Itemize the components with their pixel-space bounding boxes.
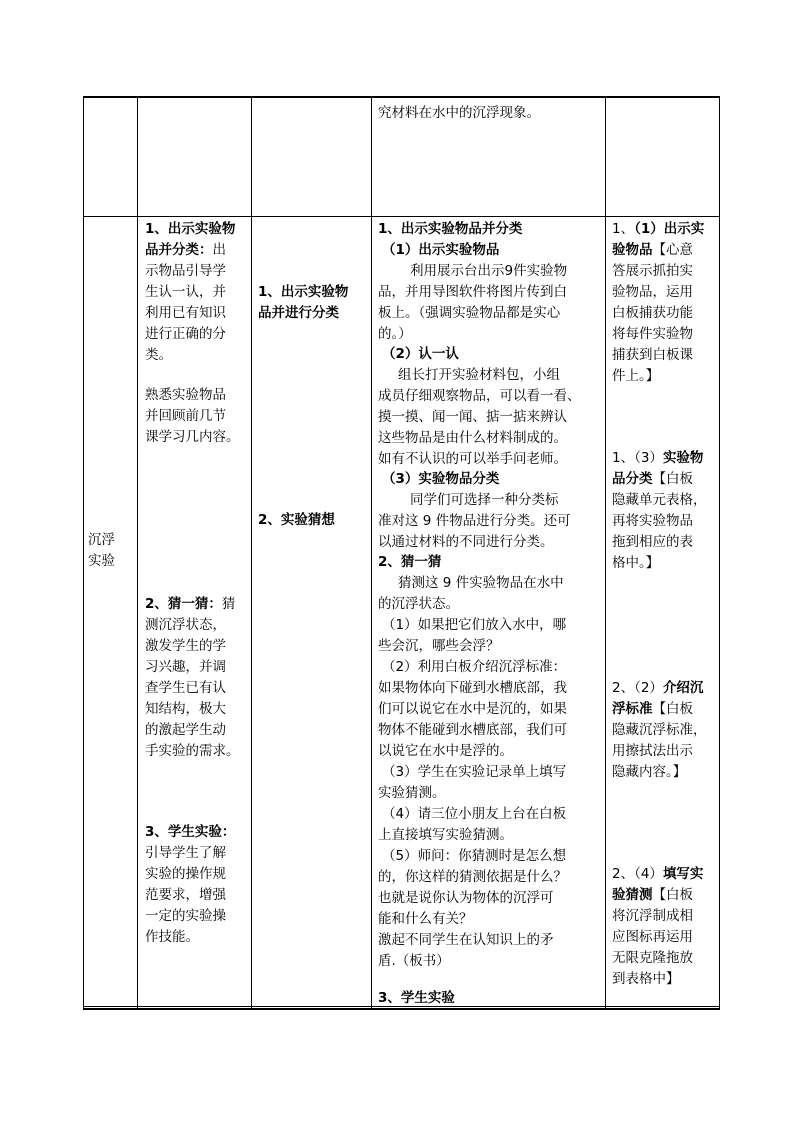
col4-heading-2: 2、猜一猜 — [378, 554, 442, 570]
col4-subheading-1: （1）出示实验物品 — [382, 242, 500, 258]
col2-p1-line — [145, 240, 226, 261]
col3-item2: 2、实验猜想 — [258, 512, 335, 528]
col2-p3-line: 的激起学生动 — [145, 722, 226, 738]
col4-text: 也就是说你认为物体的沉浮可 — [378, 890, 554, 906]
col4-heading-3: 3、学生实验 — [378, 990, 455, 1006]
col2-p4-line: 一定的实验操 — [145, 908, 226, 924]
col4-text: 些会沉，哪些会浮？ — [378, 638, 500, 654]
section-label-line2: 实验 — [88, 553, 115, 569]
col5-note2-line: 拖到相应的表 — [612, 534, 693, 550]
col5-note3-line: 隐藏沉浮标准， — [612, 722, 707, 738]
col2-p2-line: 并回顾前几节 — [145, 408, 226, 424]
col5-note2-line: 再将实验物品 — [612, 513, 693, 529]
col2-p1-line: 利用已有知识 — [145, 305, 226, 321]
col4-text: 上直接填写实验猜测。 — [378, 827, 513, 843]
col4-text: 利用展示台出示9件实验物 — [410, 263, 568, 279]
col5-note4-line: 将沉浮制成相 — [612, 908, 693, 924]
col-divider-3 — [371, 96, 372, 1010]
col4-text: 如果物体向下碰到水槽底部，我 — [378, 680, 567, 696]
col5-note4-line: 2、（4）填写实 — [612, 866, 704, 882]
col4-subheading-2: （2）认一认 — [382, 346, 459, 362]
col4-question-4: （4）请三位小朋友上台在白板 — [382, 806, 567, 822]
col4-text: 实验猜测。 — [378, 785, 446, 801]
col2-p3-rest: 猜 — [221, 596, 236, 612]
col4-question-2: （2）利用白板介绍沉浮标准： — [382, 659, 567, 675]
col2-p4-line: 实验的操作规 — [145, 866, 226, 882]
col2-p3-line: 习兴趣，并调 — [145, 659, 226, 675]
col5-note2-line: 隐藏单元表格， — [612, 492, 707, 508]
col5-note4-line: 无限克隆拖放 — [612, 950, 693, 966]
col5-note1-bold: （1）出示实 — [634, 221, 705, 237]
col2-p4-line: 引导学生了解 — [145, 845, 226, 861]
col2-p3-line — [145, 594, 235, 615]
col5-note2-line: 格中。】 — [612, 555, 660, 571]
col4-text: 物体不能碰到水槽底部，我们可 — [378, 722, 567, 738]
col5-note3-bold: 介绍沉 — [662, 680, 704, 696]
col5-note1-bold: 验物品 — [612, 242, 653, 258]
col4-text: 以通过材料的不同进行分类。 — [378, 534, 554, 550]
col-divider-2 — [251, 96, 252, 1010]
col5-note2-line: 品分类【白板 — [612, 471, 693, 487]
col2-p3-line: 知结构，极大 — [145, 701, 226, 717]
col5-note1-line: 白板捕获功能 — [612, 305, 693, 321]
col2-p4-line: 3、学生实验： — [145, 824, 236, 840]
col4-text: 成员仔细观察物品，可以看一看、 — [378, 388, 581, 404]
col4-text: 同学们可选择一种分类标 — [410, 492, 559, 508]
col2-p1-line: 生认一认，并 — [145, 284, 226, 300]
col4-text: 的，你这样的猜测依据是什么？ — [378, 869, 567, 885]
section-label-line1: 沉浮 — [88, 532, 115, 548]
col4-text: 这些物品是由什么材料制成的。 — [378, 430, 567, 446]
col4-text: 准对这 9 件物品进行分类。还可 — [378, 513, 571, 529]
col5-note3-line: 隐藏内容。】 — [612, 764, 687, 780]
col-divider-4 — [605, 96, 606, 1010]
col5-note2-bold: 实验物 — [662, 450, 704, 466]
col5-note1-line: 验物品，运用 — [612, 284, 693, 300]
col2-p1-line: 进行正确的分 — [145, 326, 226, 342]
col5-note3-line: 用擦拭法出示 — [612, 743, 693, 759]
col2-p3-line: 测沉浮状态， — [145, 617, 226, 633]
col5-note1-line: 1、（1）出示实 — [612, 221, 705, 237]
col4-text: 的沉浮状态。 — [378, 596, 459, 612]
col5-note2-bold: 品分类 — [612, 471, 653, 487]
col5-note4-bold: 填写实 — [662, 866, 704, 882]
col2-p2-line: 熟悉实验物品 — [145, 387, 226, 403]
col5-note3-line: 浮标准【白板 — [612, 701, 693, 717]
col5-note1-line: 件上。】 — [612, 368, 660, 384]
col4-text: 品，并用导图软件将图片传到白 — [378, 284, 567, 300]
col2-p1-line: 1、出示实验物 — [145, 221, 236, 237]
col2-p3-line: 手实验的需求。 — [145, 743, 240, 759]
col5-note4-line: 到表格中】 — [612, 971, 680, 987]
col4-text: 以说它在水中是浮的。 — [378, 743, 513, 759]
col3-item1-line: 1、出示实验物 — [258, 284, 349, 300]
col4-text: 组长打开实验材料包，小组 — [398, 367, 560, 383]
col4-text: 摸一摸、闻一闻、掂一掂来辨认 — [378, 409, 567, 425]
col4-question-1: （1）如果把它们放入水中，哪 — [382, 617, 567, 633]
col2-p4-line: 作技能。 — [145, 929, 199, 945]
col5-note3-line: 2、（2）介绍沉 — [612, 680, 704, 696]
col3-item1-line: 品并进行分类 — [258, 305, 339, 321]
col5-note3-bold: 浮标准 — [612, 701, 653, 717]
col4-text: 板上。（强调实验物品都是实心 — [378, 305, 561, 321]
col5-note4-bold: 验猜测 — [612, 887, 653, 903]
col4-text: 的。） — [378, 326, 412, 342]
col2-p3-bold: 2、猜一猜： — [145, 596, 222, 612]
col4-text: 能和什么有关？ — [378, 911, 473, 927]
col4-heading-1: 1、出示实验物品并分类 — [378, 221, 523, 237]
col5-note2-line: 1、（3）实验物 — [612, 450, 704, 466]
col2-p3-line: 查学生已有认 — [145, 680, 226, 696]
col2-p1-line: 示物品引导学 — [145, 263, 226, 279]
col5-note1-line: 答展示抓拍实 — [612, 263, 693, 279]
col4-text: 猜测这 9 件实验物品在水中 — [398, 575, 564, 591]
col5-note1-line: 捕获到白板课 — [612, 347, 693, 363]
col5-note4-line: 应图标再运用 — [612, 929, 693, 945]
col-divider-1 — [137, 96, 138, 1010]
col2-p1-line: 类。 — [145, 347, 172, 363]
col4-text: 们可以说它在水中是沉的，如果 — [378, 701, 567, 717]
col2-p1-bold: 品并分类： — [145, 242, 213, 258]
col4-subheading-3: （3）实验物品分类 — [382, 471, 500, 487]
col4-text: 盾.（板书） — [378, 953, 450, 969]
col2-p4-line: 范要求，增强 — [145, 887, 226, 903]
col2-p3-line: 激发学生的学 — [145, 638, 226, 654]
top-row-text: 究材料在水中的沉浮现象。 — [378, 105, 540, 121]
col4-question-3: （3）学生在实验记录单上填写 — [382, 764, 567, 780]
col5-note1-line: 将每件实验物 — [612, 326, 693, 342]
col2-p1-rest: 出 — [212, 242, 226, 258]
col4-text: 如有不认识的可以举手问老师。 — [378, 451, 567, 467]
col5-note4-line: 验猜测【白板 — [612, 887, 693, 903]
row-divider — [83, 216, 720, 217]
col5-note1-line: 验物品【心意 — [612, 242, 693, 258]
col2-p2-line: 课学习几内容。 — [145, 429, 240, 445]
col4-question-5: （5）师问：你猜测时是怎么想 — [382, 848, 567, 864]
col4-text: 激起不同学生在认知识上的矛 — [378, 932, 554, 948]
